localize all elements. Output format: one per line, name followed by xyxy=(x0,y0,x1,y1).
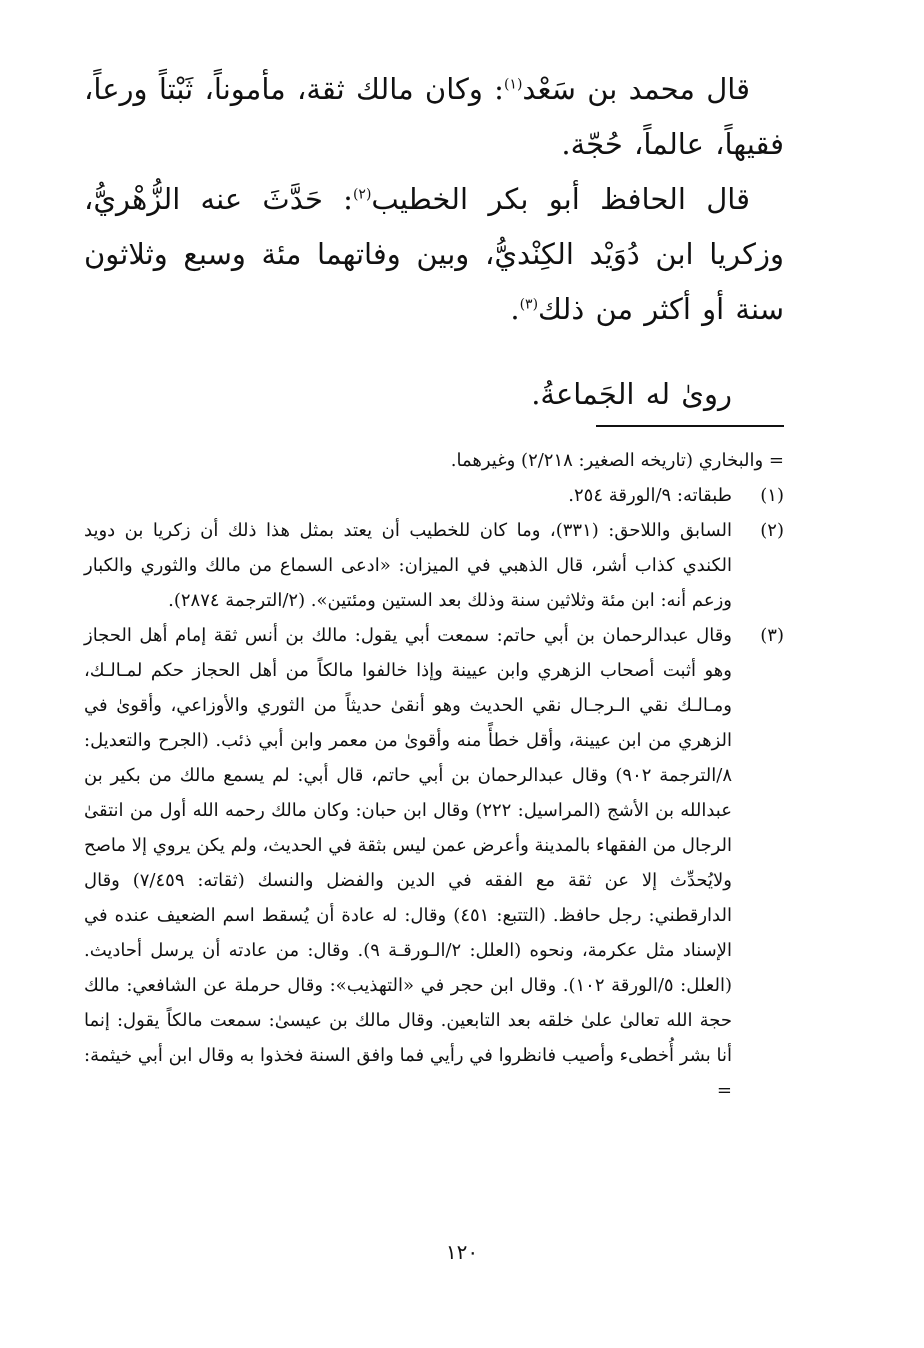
footnote-continuation: = والبخاري (تاريخه الصغير: ٢/٢١٨) وغيرهما. xyxy=(450,450,784,471)
paragraph-text: . xyxy=(510,292,520,326)
footnote-1 xyxy=(84,478,784,513)
footnote-number: (٣) xyxy=(760,625,784,646)
page-number: ١٢٠ xyxy=(445,1240,479,1264)
footnote-number: (٢) xyxy=(760,520,784,541)
paragraph-ibn-saad xyxy=(84,62,784,172)
footnote-ref-1[interactable]: (١) xyxy=(503,76,523,93)
footnote-number: (١) xyxy=(760,485,784,506)
footnote-text: السابق واللاحق: (٣٣١)، وما كان للخطيب أن يعتد بمثل هذا ذلك أن زكريا بن دويد الكندي كذاب أشر، قال الذهبي في الميزان: «ادعى السماع من مالك والثوري والكبار وزعم أنه: ابن مئة وثلاثين سنة وذلك بعد الستين ومئتين». (٢/الترجمة ٢٨٧٤). xyxy=(84,520,732,611)
footnote-text: وقال عبدالرحمان بن أبي حاتم: سمعت أبي يقول: مالك بن أنس ثقة إمام أهل الحجاز وهو أثبت أصحاب الزهري وابن عيينة وإذا خالفوا مالكاً من أهل الحجاز حكم لمـالـك، ومـالـك نقي الـرجـال نقي الحديث وهو أنقىٰ حديثاً من الثوري والأوزاعي، وأقوىٰ في الزهري من ابن عيينة، وأقل خطأً منه وأقوىٰ من معمر وابن أبي ذئب. (الجرح والتعديل: ٨/الترجمة ٩٠٢) وقال عبدالرحمان بن أبي حاتم، قال أبي: لم يسمع مالك من بكير بن عبدالله بن الأشج (المراسيل: ٢٢٢) وقال ابن حبان: وكان مالك رحمه الله أول من انتقىٰ الرجال من الفقهاء بالمدينة وأعرض عمن ليس بثقة في الحديث، ولم يكن يروي إلا ماصح ولايُحدِّث إلا عن ثقة مع الفقه في الدين والفضل والنسك (ثقاته: ٧/٤٥٩) وقال الدارقطني: رجل حافظ. (التتبع: ٤٥١) وقال: له عادة أن يُسقط اسم الضعيف عنده في الإسناد مثل عكرمة، ونحوه (العلل: ٢/الـورقـة ٩). وقال: من عادته أن يرسل أحاديث. (العلل: ٥/الورقة ١٠٢). وقال ابن حجر في «التهذيب»: وقال حرملة عن الشافعي: مالك حجة الله تعالىٰ علىٰ خلقه بعد التابعين. وقال مالك بن عيسىٰ: سمعت مالكاً يقول: إنما أنا بشر أُخطىء وأصيب فانظروا في رأيي فما وافق السنة فخذوا به وقال ابن أبي خيثمة: = xyxy=(84,625,732,1101)
footnote-3 xyxy=(84,618,784,1108)
footnotes xyxy=(84,443,784,1108)
footnote-2 xyxy=(84,513,784,618)
paragraph-text: : وكان مالك ثقة، مأموناً، ثَبْتاً ورعاً، فقيهاً، عالماً، حُجّة. xyxy=(84,72,784,161)
paragraph-text: : حَدَّثَ عنه الزُّهْريُّ، وزكريا ابن دُوَيْد الكِنْديُّ، وبين وفاتهما مئة وسبع وثلاثون سنة أو أكثر من ذلك xyxy=(84,182,784,326)
footnote-ref-3[interactable]: (٣) xyxy=(519,296,539,313)
paragraph-text: قال الحافظ أبو بكر الخطيب xyxy=(371,182,750,216)
paragraph-al-khatib xyxy=(84,172,784,337)
footnote-divider xyxy=(596,425,784,427)
footnote-text: طبقاته: ٩/الورقة ٢٥٤. xyxy=(568,485,732,506)
footnote-ref-2[interactable]: (٢) xyxy=(352,186,372,203)
paragraph-narrated: روىٰ له الجَماعةُ. xyxy=(531,377,732,411)
paragraph-text: قال محمد بن سَعْد xyxy=(522,72,751,106)
main-text xyxy=(84,62,784,422)
